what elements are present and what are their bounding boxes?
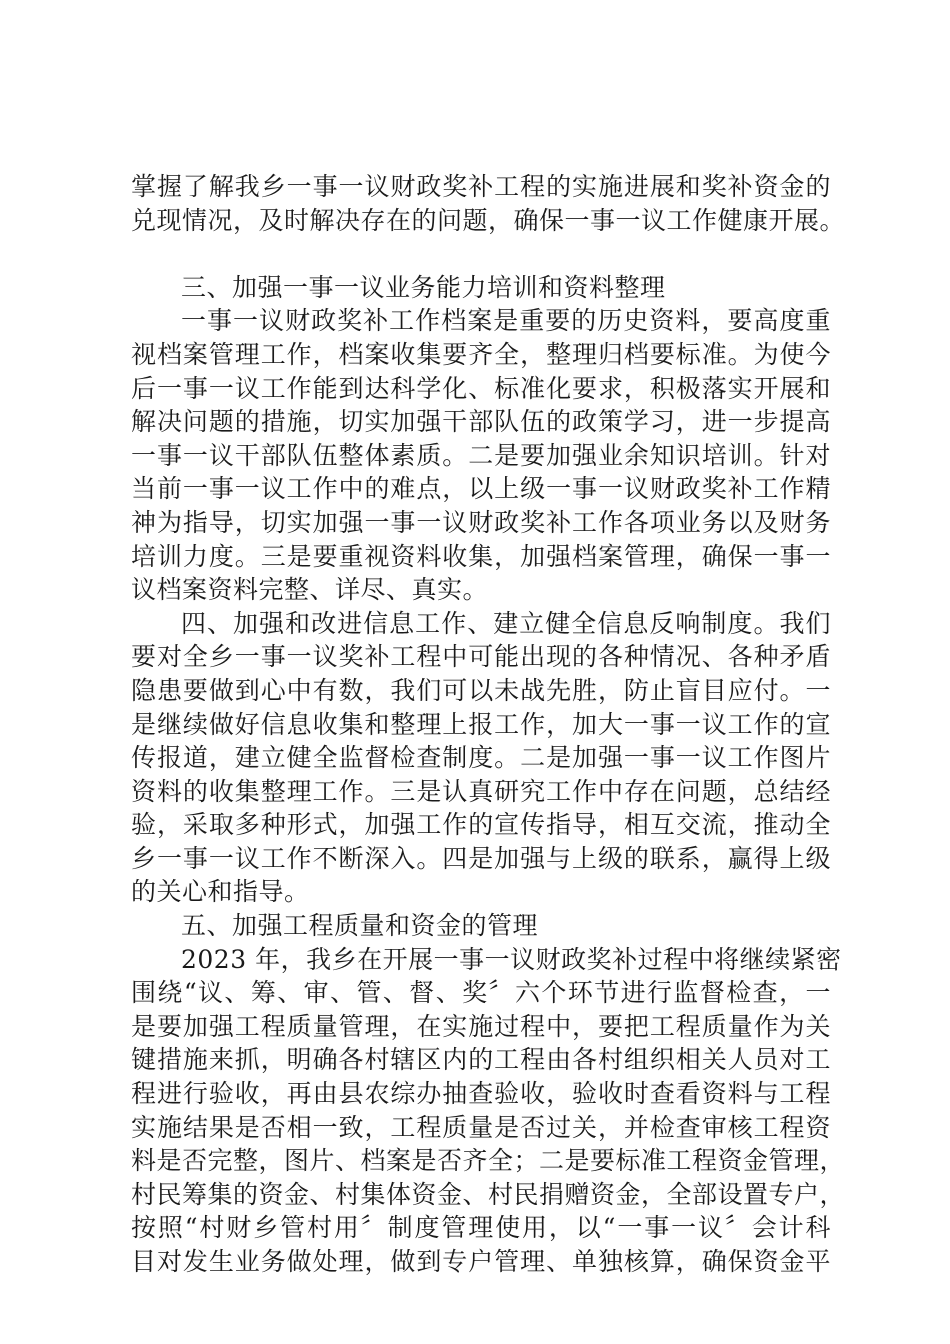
text-line: 兑现情况，及时解决存在的问题，确保一事一议工作健康开展。 — [131, 205, 846, 235]
paragraph-continuation — [131, 170, 846, 237]
text-line: 隐患要做到心中有数，我们可以未战先胜，防止盲目应付。一 — [131, 675, 831, 705]
text-line: 是继续做好信息收集和整理上报工作，加大一事一议工作的宣 — [131, 709, 831, 739]
heading-line: 三、加强一事一议业务能力培训和资料整理 — [181, 272, 666, 302]
section-heading-3 — [131, 271, 831, 305]
text-line: 料是否完整，图片、档案是否齐全；二是要标准工程资金管理， — [131, 1146, 846, 1176]
text-line: 键措施来抓，明确各村辖区内的工程由各村组织相关人员对工 — [131, 1045, 831, 1075]
text-line: 议档案资料完整、详尽、真实。 — [131, 575, 489, 605]
text-line: 资料的收集整理工作。三是认真研究工作中存在问题，总结经 — [131, 776, 831, 806]
text-line: 一事一议财政奖补工作档案是重要的历史资料，要高度重 — [181, 306, 831, 336]
text-line: 要对全乡一事一议奖补工程中可能出现的各种情况、各种矛盾 — [131, 642, 831, 672]
text-line: 实施结果是否相一致，工程质量是否过关，并检查审核工程资 — [131, 1112, 831, 1142]
text-line: 围绕“议、筹、审、管、督、奖〞六个环节进行监督检查，一 — [131, 978, 831, 1008]
text-line: 解决问题的措施，切实加强干部队伍的政策学习，进一步提高 — [131, 407, 831, 437]
paragraph-section-3 — [131, 304, 831, 606]
text-line: 是要加强工程质量管理，在实施过程中，要把工程质量作为关 — [131, 1011, 831, 1041]
text-line: 培训力度。三是要重视资料收集，加强档案管理，确保一事一 — [131, 541, 831, 571]
text-line: 四、加强和改进信息工作、建立健全信息反响制度。我们 — [181, 608, 831, 638]
text-line: 神为指导，切实加强一事一议财政奖补工作各项业务以及财务 — [131, 507, 831, 537]
text-line: 当前一事一议工作中的难点，以上级一事一议财政奖补工作精 — [131, 474, 831, 504]
text-line: 按照“村财乡管村用〞制度管理使用，以“一事一议〞会计科 — [131, 1213, 831, 1243]
text-line: 验，采取多种形式，加强工作的宣传指导，相互交流，推动全 — [131, 810, 831, 840]
text-line: 后一事一议工作能到达科学化、标准化要求，积极落实开展和 — [131, 373, 831, 403]
text-line: 乡一事一议工作不断深入。四是加强与上级的联系，赢得上级 — [131, 843, 831, 873]
text-line: 视档案管理工作，档案收集要齐全，整理归档要标准。为使今 — [131, 339, 831, 369]
heading-line: 五、加强工程质量和资金的管理 — [181, 911, 539, 941]
text-line: 一事一议干部队伍整体素质。二是要加强业余知识培训。针对 — [131, 440, 831, 470]
paragraph-gap — [131, 237, 831, 271]
text-line: 传报道，建立健全监督检查制度。二是加强一事一议工作图片 — [131, 743, 831, 773]
text-line: 目对发生业务做处理，做到专户管理、单独核算，确保资金平 — [131, 1247, 831, 1276]
text-line: 村民筹集的资金、村集体资金、村民捐赠资金，全部设置专户， — [131, 1179, 846, 1209]
text-line: 程进行验收，再由县农综办抽查验收，验收时查看资料与工程 — [131, 1079, 831, 1109]
section-heading-5 — [131, 909, 831, 943]
paragraph-section-4 — [131, 607, 831, 909]
text-line: 2023 年，我乡在开展一事一议财政奖补过程中将继续紧密 — [181, 944, 842, 974]
document-page — [131, 170, 846, 1279]
paragraph-section-5 — [131, 943, 846, 1279]
text-line: 掌握了解我乡一事一议财政奖补工程的实施进展和奖补资金的 — [131, 172, 831, 201]
text-line: 的关心和指导。 — [131, 877, 310, 907]
